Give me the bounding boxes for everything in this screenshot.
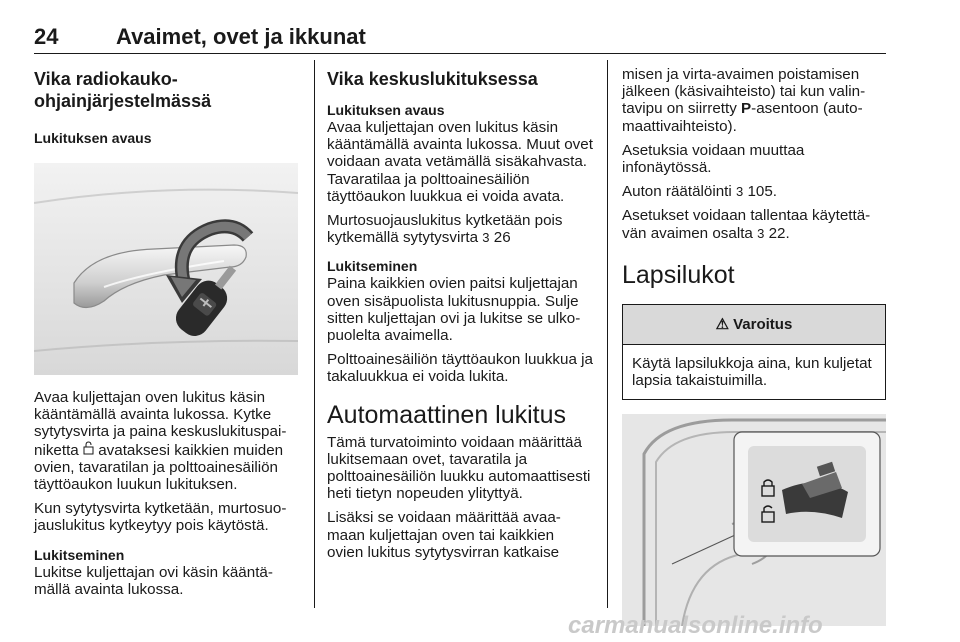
column-1 xyxy=(34,60,300,605)
subheading-unlock-2: Lukituksen avaus xyxy=(327,102,445,118)
subheading-lock-2: Lukitseminen xyxy=(327,258,418,275)
page-number: 24 xyxy=(34,24,59,49)
subheading-unlock: Lukituksen avaus xyxy=(34,130,152,146)
warning-text: Käytä lapsilukkoja aina, kun kuljetat lapsia takaistuimilla. xyxy=(632,354,872,390)
page-reference-arrow-icon[interactable]: 3 xyxy=(482,230,490,246)
figure-key-in-door-lock xyxy=(34,163,298,375)
paragraph-manual-lock: Lukitse kuljettajan ovi käsin kääntämällä avainta lukossa. xyxy=(34,563,273,598)
page-reference-arrow-icon[interactable]: 3 xyxy=(736,184,744,200)
page-header xyxy=(34,14,886,54)
paragraph-auto-unlock: Lisäksi se voidaan määrittää avaamaan kuljettajan oven tai kaikkien ovien lukitus sytytysvirran katkaise xyxy=(327,509,561,561)
column-2 xyxy=(327,60,593,568)
lock-button-icon xyxy=(83,441,94,459)
paragraph-personalization: Auton räätälöinti 3 105. xyxy=(622,183,778,201)
warning-icon: ⚠ xyxy=(715,316,730,334)
figure-child-lock xyxy=(622,414,886,626)
section-heading-remote-fault: Vika radiokauko-ohjainjärjestelmässä xyxy=(34,69,212,111)
section-heading-central-lock-fault: Vika keskuslukituksessa xyxy=(327,69,538,89)
watermark: carmanualsonline.info xyxy=(568,612,823,639)
key-door-illustration xyxy=(34,163,298,375)
section-heading-auto-lock: Automaattinen lukitus xyxy=(327,400,567,429)
warning-box xyxy=(622,304,886,400)
warning-title: Varoitus xyxy=(733,315,793,333)
paragraph-antitheft-off: Murtosuojauslukitus kytketään pois kytkemällä sytytysvirta 3 26 xyxy=(327,212,563,247)
subheading-lock: Lukitseminen xyxy=(34,546,125,563)
paragraph-fuel-flap: Polttoainesäiliön täyttöaukon luukkua ja takaluukkua ei voida lukita. xyxy=(327,351,593,386)
paragraph-auto-lock: Tämä turvatoiminto voidaan määrittää lukitsemaan ovet, tavaratila ja polttoainesäiliön luukku automaattisesti heti tietyn nopeuden ylityttyä. xyxy=(327,433,591,503)
child-lock-illustration xyxy=(622,414,886,626)
warning-header xyxy=(623,305,885,345)
section-heading-child-locks: Lapsilukot xyxy=(622,260,735,289)
chapter-title: Avaimet, ovet ja ikkunat xyxy=(116,24,366,49)
column-divider-1 xyxy=(314,60,315,608)
column-divider-2 xyxy=(607,60,608,608)
page-reference-arrow-icon[interactable]: 3 xyxy=(757,225,765,241)
paragraph-continued: misen ja virta-avaimen poistamisen jälkeen (käsivaihteisto) tai kun valintavipu on siirretty P-asentoon (automaattivaihteisto). xyxy=(622,66,866,135)
paragraph-lock-doors: Paina kaikkien ovien paitsi kuljettajan oven sisäpuolista lukitusnuppia. Sulje sitten kuljettajan ovi ja lukitse se ulkopuolelta avaimella. xyxy=(327,275,581,345)
paragraph-key-settings: Asetukset voidaan tallentaa käytettävän avaimen osalta 3 22. xyxy=(622,207,871,242)
paragraph-manual-unlock: Avaa kuljettajan oven lukitus käsin kääntämällä avainta lukossa. Kytke sytytysvirta ja paina keskuslukituspainiketta avataksesi kaikkien muiden ovien, tavaratilan ja polttoainesäiliön täyttöaukon luukun lukituksen. xyxy=(34,389,287,494)
paragraph-antitheft: Kun sytytysvirta kytketään, murtosuojauslukitus kytkeytyy pois käytöstä. xyxy=(34,500,287,535)
paragraph-central-unlock: Avaa kuljettajan oven lukitus käsin kääntämällä avainta lukossa. Muut ovet voidaan avata vetämällä sisäkahvasta. Tavaratilaa ja polttoainesäiliön täyttöaukon luukkua ei voida avata. xyxy=(327,119,593,205)
column-3 xyxy=(622,60,888,626)
paragraph-settings: Asetuksia voidaan muuttaa infonäytössä. xyxy=(622,141,805,177)
